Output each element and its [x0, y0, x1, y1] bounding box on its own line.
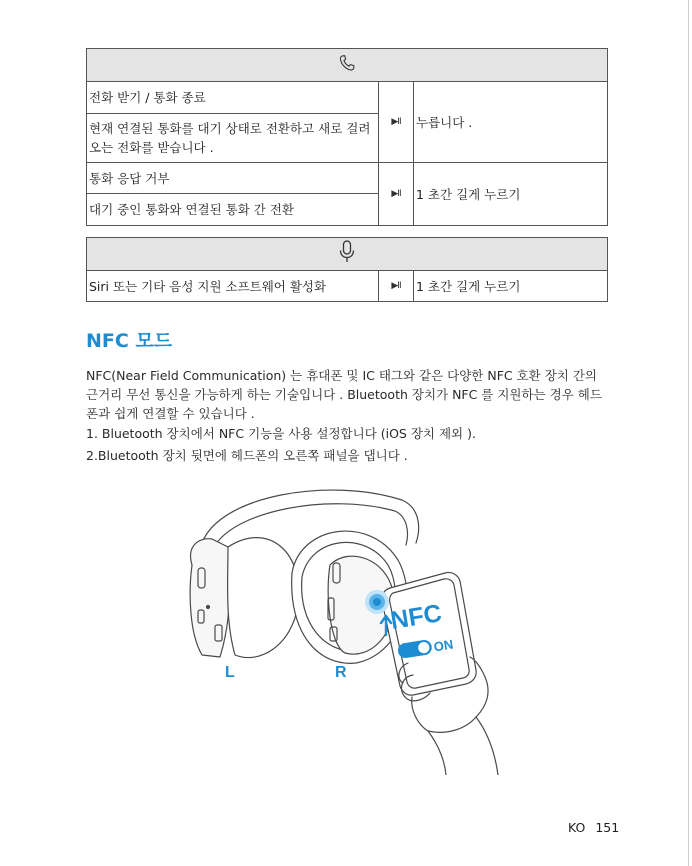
call-header	[87, 49, 608, 82]
call-action-answer-end: 전화 받기 / 통화 종료	[87, 82, 379, 114]
page-number: 151	[595, 820, 620, 835]
nfc-description: NFC(Near Field Communication) 는 휴대폰 및 IC 태그와 같은 다양한 NFC 호환 장치 간의 근거리 무선 통신을 가능하게 하는 기술입니다 . Bluetooth 장치가 NFC 를 지원하는 경우 헤드폰과 쉽게 연결할 수 있습니다 .	[86, 368, 602, 421]
call-action-reject: 통화 응답 거부	[87, 163, 379, 194]
call-controls-table	[86, 48, 608, 226]
voice-action-siri: Siri 또는 기타 음성 지원 소프트웨어 활성화	[87, 271, 379, 302]
left-earcup-label: L	[225, 664, 235, 681]
voice-header	[87, 238, 608, 271]
nfc-step-1: 1. Bluetooth 장치에서 NFC 기능을 사용 설정합니다 (iOS 장치 제외 ).	[86, 426, 476, 441]
call-operation-press: 누릅니다 .	[414, 82, 608, 163]
voice-assistant-table	[86, 237, 608, 302]
phone-icon	[337, 51, 357, 75]
nfc-heading: NFC 모드	[86, 330, 173, 352]
call-action-hold-switch: 현재 연결된 통화를 대기 상태로 전환하고 새로 걸려오는 전화를 받습니다 .	[87, 114, 379, 163]
play-pause-button-icon: ▶II	[379, 82, 414, 163]
language-code: KO	[568, 820, 586, 835]
call-action-switch-calls: 대기 중인 통화와 연결된 통화 간 전환	[87, 194, 379, 226]
page-footer	[568, 820, 629, 835]
nfc-logo-text: NFC	[388, 599, 444, 635]
headphones-nfc-illustration	[180, 485, 510, 775]
toggle-on-label: ON	[432, 636, 455, 655]
page-edge-line	[688, 0, 689, 866]
microphone-icon	[338, 239, 356, 265]
voice-operation-hold-1s: 1 초간 길게 누르기	[414, 271, 608, 302]
play-pause-button-icon: ▶II	[379, 163, 414, 226]
play-pause-button-icon: ▶II	[379, 271, 414, 302]
nfc-step-2: 2.Bluetooth 장치 뒷면에 헤드폰의 오른쪽 패널을 댑니다 .	[86, 448, 408, 463]
call-operation-hold-1s: 1 초간 길게 누르기	[414, 163, 608, 226]
right-earcup-label: R	[335, 664, 347, 681]
